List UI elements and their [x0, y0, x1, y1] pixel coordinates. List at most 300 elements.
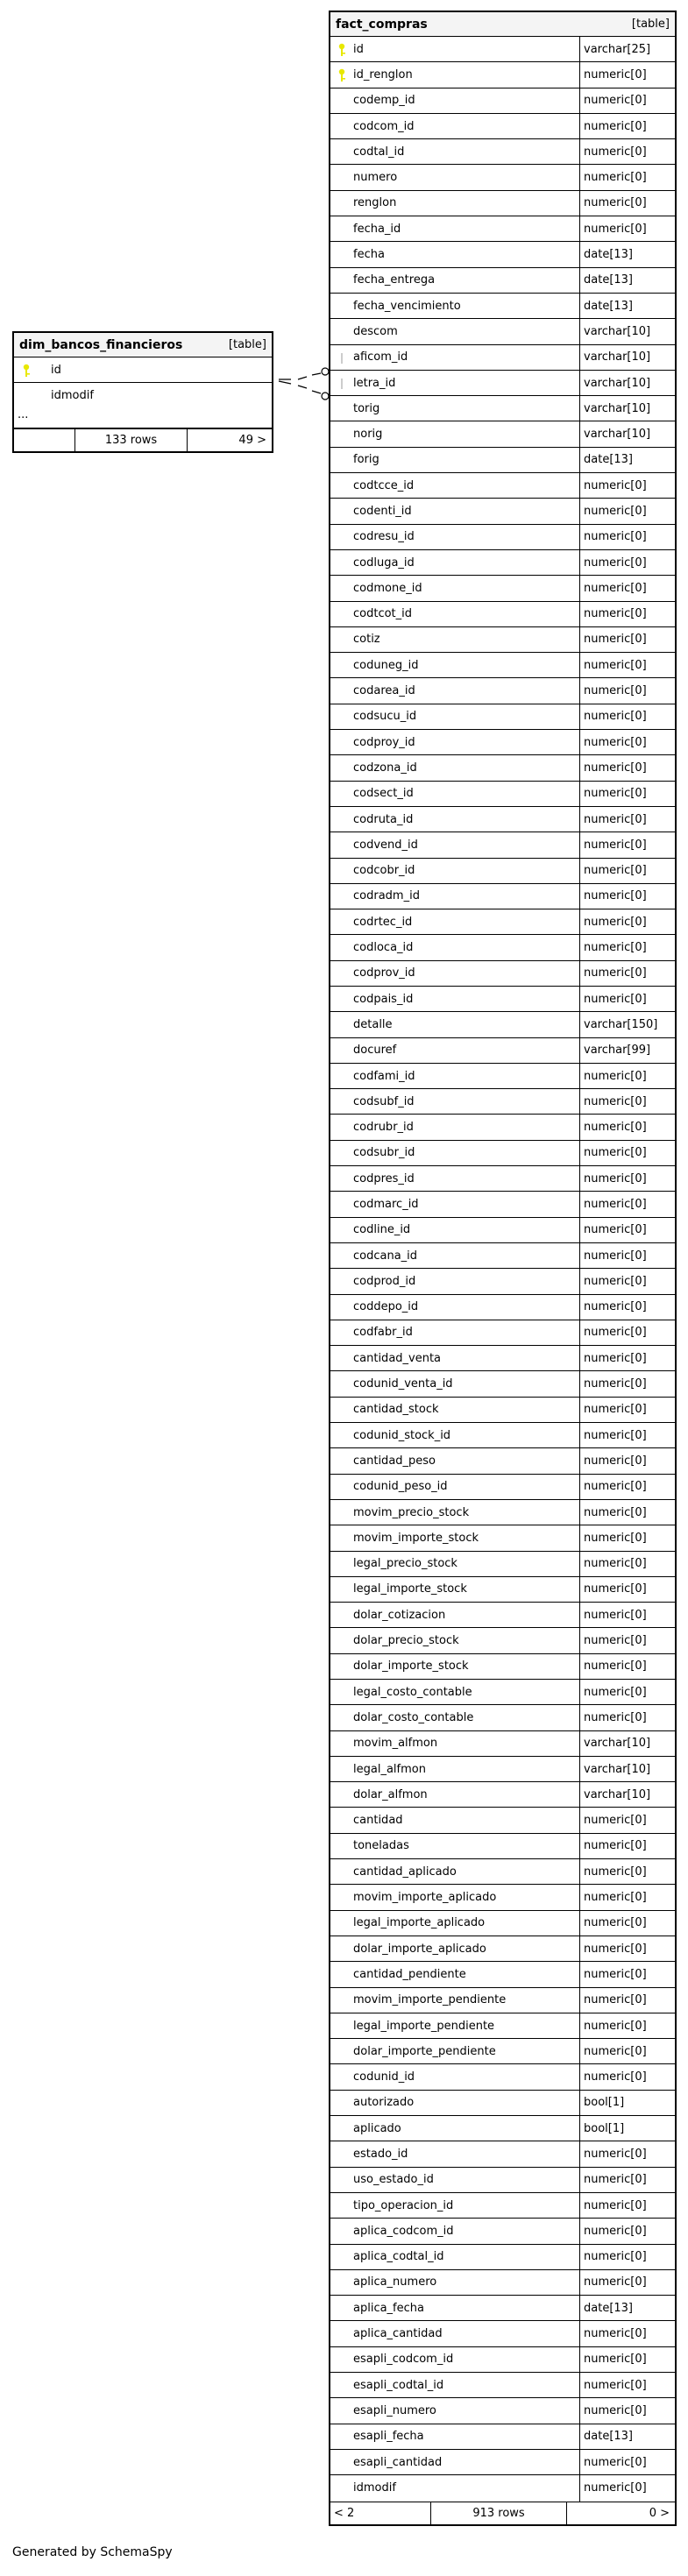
column-name	[330, 1525, 580, 1550]
column-name	[330, 1166, 580, 1191]
column-type: numeric[0]	[584, 1608, 647, 1622]
column-row[interactable]	[330, 1398, 675, 1423]
column-row[interactable]	[330, 1012, 675, 1037]
column-name	[330, 2270, 580, 2295]
column-name	[330, 987, 580, 1011]
column-name	[330, 1371, 580, 1396]
column-name	[330, 1911, 580, 1936]
column-type: numeric[0]	[584, 684, 647, 698]
column-name-text: fecha_id	[353, 222, 401, 236]
column-row[interactable]	[330, 1911, 675, 1936]
table-name[interactable]: fact_compras	[336, 17, 428, 32]
column-name	[330, 2039, 580, 2063]
column-type: numeric[0]	[584, 787, 647, 801]
column-row[interactable]	[330, 2168, 675, 2193]
row-count: 913 rows	[431, 2502, 567, 2524]
column-row[interactable]	[330, 1500, 675, 1525]
column-row[interactable]	[330, 1448, 675, 1474]
column-row[interactable]	[330, 2296, 675, 2321]
column-name-text: cantidad_stock	[353, 1403, 439, 1417]
column-name	[330, 1705, 580, 1730]
column-row[interactable]	[330, 191, 675, 216]
column-name	[330, 884, 580, 909]
column-name	[330, 62, 580, 87]
column-row[interactable]	[330, 1628, 675, 1653]
column-name-text: legal_costo_contable	[353, 1685, 472, 1699]
column-type: numeric[0]	[584, 1171, 647, 1185]
column-name	[330, 2321, 580, 2346]
column-row[interactable]	[330, 602, 675, 627]
column-row[interactable]	[330, 2270, 675, 2296]
column-row[interactable]	[330, 1731, 675, 1757]
footer-right[interactable]: 0 >	[649, 2506, 670, 2520]
column-row[interactable]	[330, 1243, 675, 1269]
column-type: numeric[0]	[584, 1531, 647, 1545]
column-name-text: norig	[353, 428, 383, 442]
column-name-text: codunid_stock_id	[353, 1428, 451, 1442]
column-type: numeric[0]	[584, 2327, 647, 2341]
foreign-key-icon	[339, 378, 344, 390]
column-name	[330, 909, 580, 934]
column-name-text: idmodif	[51, 389, 94, 403]
column-name-text: cantidad_pendiente	[353, 1967, 466, 1981]
column-row[interactable]	[330, 550, 675, 576]
column-row[interactable]	[330, 1603, 675, 1628]
column-name	[330, 1577, 580, 1602]
column-row[interactable]	[330, 2219, 675, 2244]
column-type: numeric[0]	[584, 1326, 647, 1340]
column-name	[330, 859, 580, 883]
column-name-text: autorizado	[353, 2096, 415, 2110]
column-type: numeric[0]	[584, 1582, 647, 1596]
column-row[interactable]	[330, 935, 675, 960]
column-name-text: codvend_id	[353, 838, 418, 852]
column-row[interactable]	[330, 1141, 675, 1166]
column-name	[330, 2116, 580, 2141]
column-name-text: codluga_id	[353, 556, 415, 570]
column-name-text: codunid_peso_id	[353, 1480, 448, 1494]
column-type: numeric[0]	[584, 2198, 647, 2212]
column-name	[330, 1962, 580, 1986]
column-name-text: codradm_id	[353, 889, 420, 903]
column-name-text: legal_precio_stock	[353, 1557, 457, 1571]
column-row[interactable]	[330, 1808, 675, 1833]
column-type: date[13]	[584, 2430, 633, 2444]
column-type: numeric[0]	[584, 1814, 647, 1828]
footer-left	[14, 429, 75, 451]
column-name-text: codarea_id	[353, 684, 415, 698]
column-row[interactable]	[330, 2116, 675, 2141]
column-name-text: aplica_codcom_id	[353, 2224, 454, 2238]
column-name-text: letra_id	[353, 376, 396, 390]
table-name[interactable]: dim_bancos_financieros	[19, 337, 183, 352]
column-type: numeric[0]	[584, 171, 647, 185]
column-name	[330, 2064, 580, 2089]
column-name-text: codcom_id	[353, 119, 415, 133]
column-row[interactable]	[330, 1269, 675, 1294]
column-row[interactable]	[330, 627, 675, 653]
column-name	[330, 242, 580, 266]
column-row[interactable]	[330, 884, 675, 909]
column-type: numeric[0]	[584, 2173, 647, 2187]
column-name-text: esapli_cantidad	[353, 2455, 443, 2469]
column-row[interactable]	[330, 165, 675, 190]
column-name	[330, 37, 580, 61]
column-type: numeric[0]	[584, 941, 647, 955]
column-type: date[13]	[584, 273, 633, 287]
column-type: numeric[0]	[584, 1223, 647, 1237]
column-name-text: codmone_id	[353, 581, 422, 595]
column-row[interactable]	[330, 1295, 675, 1320]
column-name	[330, 678, 580, 703]
column-name	[330, 1859, 580, 1884]
column-type: numeric[0]	[584, 556, 647, 570]
column-row[interactable]	[330, 473, 675, 499]
column-name-text: detalle	[353, 1017, 393, 1031]
column-row[interactable]	[330, 782, 675, 807]
footer-right[interactable]: 49 >	[238, 433, 266, 447]
column-row[interactable]	[330, 961, 675, 987]
column-name-text: fecha	[353, 248, 385, 262]
column-name	[330, 2475, 580, 2501]
column-name-text: codmarc_id	[353, 1198, 419, 1211]
column-row[interactable]	[330, 2373, 675, 2398]
column-name-text: dolar_alfmon	[353, 1787, 428, 1801]
column-row[interactable]	[330, 2424, 675, 2450]
column-row[interactable]	[330, 1577, 675, 1603]
column-name-text: codcana_id	[353, 1249, 418, 1263]
column-type: numeric[0]	[584, 1685, 647, 1699]
column-name-text: movim_importe_pendiente	[353, 1993, 507, 2007]
column-row[interactable]	[330, 1834, 675, 1859]
column-type: numeric[0]	[584, 1839, 647, 1853]
column-name-text: forig	[353, 453, 379, 467]
table-kind-label: [table]	[228, 338, 266, 351]
column-row[interactable]	[330, 1885, 675, 1910]
column-name	[330, 653, 580, 677]
column-name-text: codcobr_id	[353, 864, 415, 878]
column-name-text: codunid_venta_id	[353, 1377, 453, 1391]
column-name-text: docuref	[353, 1044, 397, 1058]
column-name-text: cantidad	[353, 1814, 403, 1828]
column-name	[330, 1423, 580, 1447]
column-type: numeric[0]	[584, 2044, 647, 2058]
column-type: numeric[0]	[584, 607, 647, 621]
column-row[interactable]	[330, 216, 675, 242]
column-row[interactable]	[330, 1166, 675, 1192]
column-name-text: aficom_id	[353, 350, 408, 364]
column-row[interactable]	[330, 2013, 675, 2039]
column-name	[330, 345, 580, 370]
column-type: numeric[0]	[584, 1146, 647, 1160]
column-row[interactable]	[330, 2141, 675, 2167]
column-name-text: aplica_numero	[353, 2275, 437, 2289]
column-row[interactable]	[330, 1705, 675, 1730]
column-row[interactable]	[330, 1988, 675, 2013]
column-type: date[13]	[584, 453, 633, 467]
column-row[interactable]	[330, 1064, 675, 1089]
column-type: numeric[0]	[584, 94, 647, 108]
column-name-text: idmodif	[353, 2481, 396, 2495]
column-name	[330, 2296, 580, 2320]
column-name	[330, 935, 580, 959]
column-row[interactable]	[330, 448, 675, 473]
column-name	[330, 602, 580, 626]
column-row[interactable]	[330, 421, 675, 447]
column-row[interactable]	[330, 139, 675, 165]
column-type: numeric[0]	[584, 966, 647, 980]
column-type: varchar[10]	[584, 324, 651, 338]
column-name-text: codemp_id	[353, 94, 415, 108]
column-name	[330, 2347, 580, 2372]
column-name-text: codtcce_id	[353, 478, 415, 492]
column-row[interactable]	[330, 909, 675, 935]
column-name-text: codsucu_id	[353, 710, 417, 724]
column-type: varchar[10]	[584, 1787, 651, 1801]
column-name-text: codproy_id	[353, 735, 415, 749]
column-name-text: legal_alfmon	[353, 1762, 426, 1776]
column-type: varchar[25]	[584, 42, 651, 56]
column-name	[330, 1988, 580, 2013]
column-type: numeric[0]	[584, 2250, 647, 2264]
column-row[interactable]	[330, 345, 675, 371]
column-type: varchar[10]	[584, 428, 651, 442]
column-type: numeric[0]	[584, 504, 647, 518]
column-name	[330, 730, 580, 754]
footer-left[interactable]: < 2	[330, 2502, 431, 2524]
column-row[interactable]	[330, 1680, 675, 1705]
column-row[interactable]	[330, 1089, 675, 1115]
column-name	[330, 165, 580, 189]
column-name-text: fecha_vencimiento	[353, 299, 461, 313]
column-name	[330, 2245, 580, 2269]
column-name-text: dolar_precio_stock	[353, 1634, 459, 1648]
column-row[interactable]	[330, 1782, 675, 1808]
column-type: numeric[0]	[584, 1916, 647, 1930]
column-row[interactable]	[330, 832, 675, 858]
column-row[interactable]	[330, 242, 675, 267]
column-name-text: dolar_cotizacion	[353, 1608, 446, 1622]
column-name-text: codfami_id	[353, 1069, 415, 1083]
column-type: numeric[0]	[584, 1993, 647, 2007]
column-name	[330, 755, 580, 780]
column-type: date[13]	[584, 248, 633, 262]
column-type: numeric[0]	[584, 812, 647, 826]
column-row[interactable]	[330, 499, 675, 524]
column-name-text: toneladas	[353, 1839, 409, 1853]
column-name	[330, 550, 580, 575]
column-type: numeric[0]	[584, 2481, 647, 2495]
column-row[interactable]	[330, 294, 675, 319]
column-row[interactable]	[330, 576, 675, 601]
column-row[interactable]	[330, 2450, 675, 2475]
column-row[interactable]	[330, 1962, 675, 1987]
column-name	[330, 2141, 580, 2166]
column-row[interactable]	[14, 357, 272, 383]
column-name	[330, 1218, 580, 1242]
primary-key-icon	[337, 68, 347, 82]
column-row[interactable]	[330, 2064, 675, 2090]
column-row[interactable]	[330, 396, 675, 421]
column-name	[330, 1475, 580, 1499]
column-name	[330, 2013, 580, 2038]
column-name-text: codresu_id	[353, 530, 415, 544]
column-type: numeric[0]	[584, 478, 647, 492]
column-row[interactable]	[330, 268, 675, 294]
column-type: numeric[0]	[584, 119, 647, 133]
column-name	[330, 1269, 580, 1293]
column-name	[330, 1885, 580, 1909]
column-row[interactable]	[14, 383, 272, 408]
column-row[interactable]	[330, 37, 675, 62]
column-type: numeric[0]	[584, 2378, 647, 2392]
column-type: numeric[0]	[584, 1121, 647, 1135]
column-name-text: esapli_fecha	[353, 2430, 424, 2444]
column-row[interactable]	[330, 2321, 675, 2346]
column-name-text: uso_estado_id	[353, 2173, 434, 2187]
column-row[interactable]	[330, 704, 675, 730]
column-row[interactable]	[330, 1218, 675, 1243]
column-name	[330, 961, 580, 986]
column-name-text: codsect_id	[353, 787, 414, 801]
column-type: numeric[0]	[584, 1710, 647, 1724]
column-name	[330, 1808, 580, 1832]
column-row[interactable]	[330, 1654, 675, 1680]
column-row[interactable]	[330, 1346, 675, 1371]
column-type: varchar[10]	[584, 1762, 651, 1776]
column-name	[330, 1064, 580, 1088]
column-row[interactable]	[330, 1525, 675, 1551]
column-row[interactable]	[330, 653, 675, 678]
column-name-text: cotiz	[353, 633, 380, 647]
column-name-text: codrubr_id	[353, 1121, 414, 1135]
column-name-text: codfabr_id	[353, 1326, 413, 1340]
column-name	[330, 1757, 580, 1781]
column-row[interactable]	[330, 319, 675, 344]
column-name	[330, 1834, 580, 1858]
column-name-text: aplica_codtal_id	[353, 2250, 444, 2264]
column-name	[330, 499, 580, 523]
fact-compras-table[interactable]	[329, 11, 677, 2526]
column-name	[330, 1448, 580, 1473]
column-name-text: id	[51, 363, 61, 377]
column-type: varchar[10]	[584, 376, 651, 390]
column-name-text: numero	[353, 171, 398, 185]
column-type: numeric[0]	[584, 710, 647, 724]
column-row[interactable]	[330, 2039, 675, 2064]
column-row[interactable]	[330, 62, 675, 88]
column-name	[330, 294, 580, 318]
column-row[interactable]	[330, 2245, 675, 2270]
column-row[interactable]	[330, 1757, 675, 1782]
column-row[interactable]	[330, 2398, 675, 2424]
column-type: numeric[0]	[584, 145, 647, 159]
column-name-text: codruta_id	[353, 812, 414, 826]
column-name	[330, 2193, 580, 2218]
column-row[interactable]	[330, 755, 675, 781]
column-name-text: coduneg_id	[353, 658, 419, 672]
column-name-text: codenti_id	[353, 504, 412, 518]
column-type: numeric[0]	[584, 1967, 647, 1981]
column-type: bool[1]	[584, 2096, 625, 2110]
column-type: numeric[0]	[584, 1505, 647, 1519]
column-type: numeric[0]	[584, 2403, 647, 2417]
column-name-text: codrtec_id	[353, 915, 413, 929]
column-name	[330, 1731, 580, 1756]
column-name-text: movim_importe_stock	[353, 1531, 479, 1545]
column-row[interactable]	[330, 1038, 675, 1064]
column-name	[330, 1936, 580, 1961]
column-name	[330, 832, 580, 857]
table-kind-label: [table]	[631, 18, 670, 31]
column-type: numeric[0]	[584, 2353, 647, 2367]
column-type: varchar[99]	[584, 1044, 651, 1058]
column-row[interactable]	[330, 987, 675, 1012]
column-name	[330, 319, 580, 343]
column-name	[330, 2219, 580, 2243]
column-row[interactable]	[330, 1320, 675, 1346]
column-name	[330, 782, 580, 806]
column-row[interactable]	[330, 114, 675, 139]
column-name	[330, 139, 580, 164]
generator-credit: Generated by SchemaSpy	[12, 2545, 173, 2559]
column-row[interactable]	[330, 807, 675, 832]
column-row[interactable]	[330, 1423, 675, 1448]
column-name	[330, 88, 580, 113]
column-row[interactable]	[330, 1192, 675, 1217]
column-name	[330, 2168, 580, 2192]
column-name	[330, 1654, 580, 1679]
column-row[interactable]	[330, 1552, 675, 1577]
column-type: numeric[0]	[584, 761, 647, 775]
column-row[interactable]	[330, 2475, 675, 2501]
column-row[interactable]	[330, 2347, 675, 2373]
column-type: numeric[0]	[584, 1377, 647, 1391]
column-name-text: id_renglon	[353, 67, 413, 81]
column-name-text: dolar_costo_contable	[353, 1710, 474, 1724]
column-row[interactable]	[330, 1859, 675, 1885]
column-type: numeric[0]	[584, 838, 647, 852]
column-row[interactable]	[330, 2091, 675, 2116]
column-row[interactable]	[330, 678, 675, 704]
column-row[interactable]	[330, 859, 675, 884]
column-type: numeric[0]	[584, 1249, 647, 1263]
column-name-text: id	[353, 42, 364, 56]
dim-bancos-financieros-table[interactable]	[12, 331, 273, 453]
column-type: numeric[0]	[584, 1480, 647, 1494]
column-row[interactable]	[330, 1115, 675, 1140]
column-type: numeric[0]	[584, 1454, 647, 1468]
column-type: numeric[0]	[584, 1865, 647, 1879]
column-type: numeric[0]	[584, 1403, 647, 1417]
column-row[interactable]	[330, 371, 675, 396]
column-row[interactable]	[330, 2193, 675, 2219]
column-row[interactable]	[330, 1475, 675, 1500]
column-row[interactable]	[330, 730, 675, 755]
column-name	[330, 1012, 580, 1037]
column-row[interactable]	[330, 1371, 675, 1397]
column-type: bool[1]	[584, 2121, 625, 2135]
primary-key-icon	[337, 43, 347, 57]
column-row[interactable]	[330, 1936, 675, 1962]
column-type: numeric[0]	[584, 915, 647, 929]
column-row[interactable]	[330, 88, 675, 114]
column-name-text: codline_id	[353, 1223, 411, 1237]
column-name	[330, 1500, 580, 1525]
table-header	[14, 333, 272, 357]
column-row[interactable]	[330, 525, 675, 550]
column-name-text: torig	[353, 401, 380, 415]
